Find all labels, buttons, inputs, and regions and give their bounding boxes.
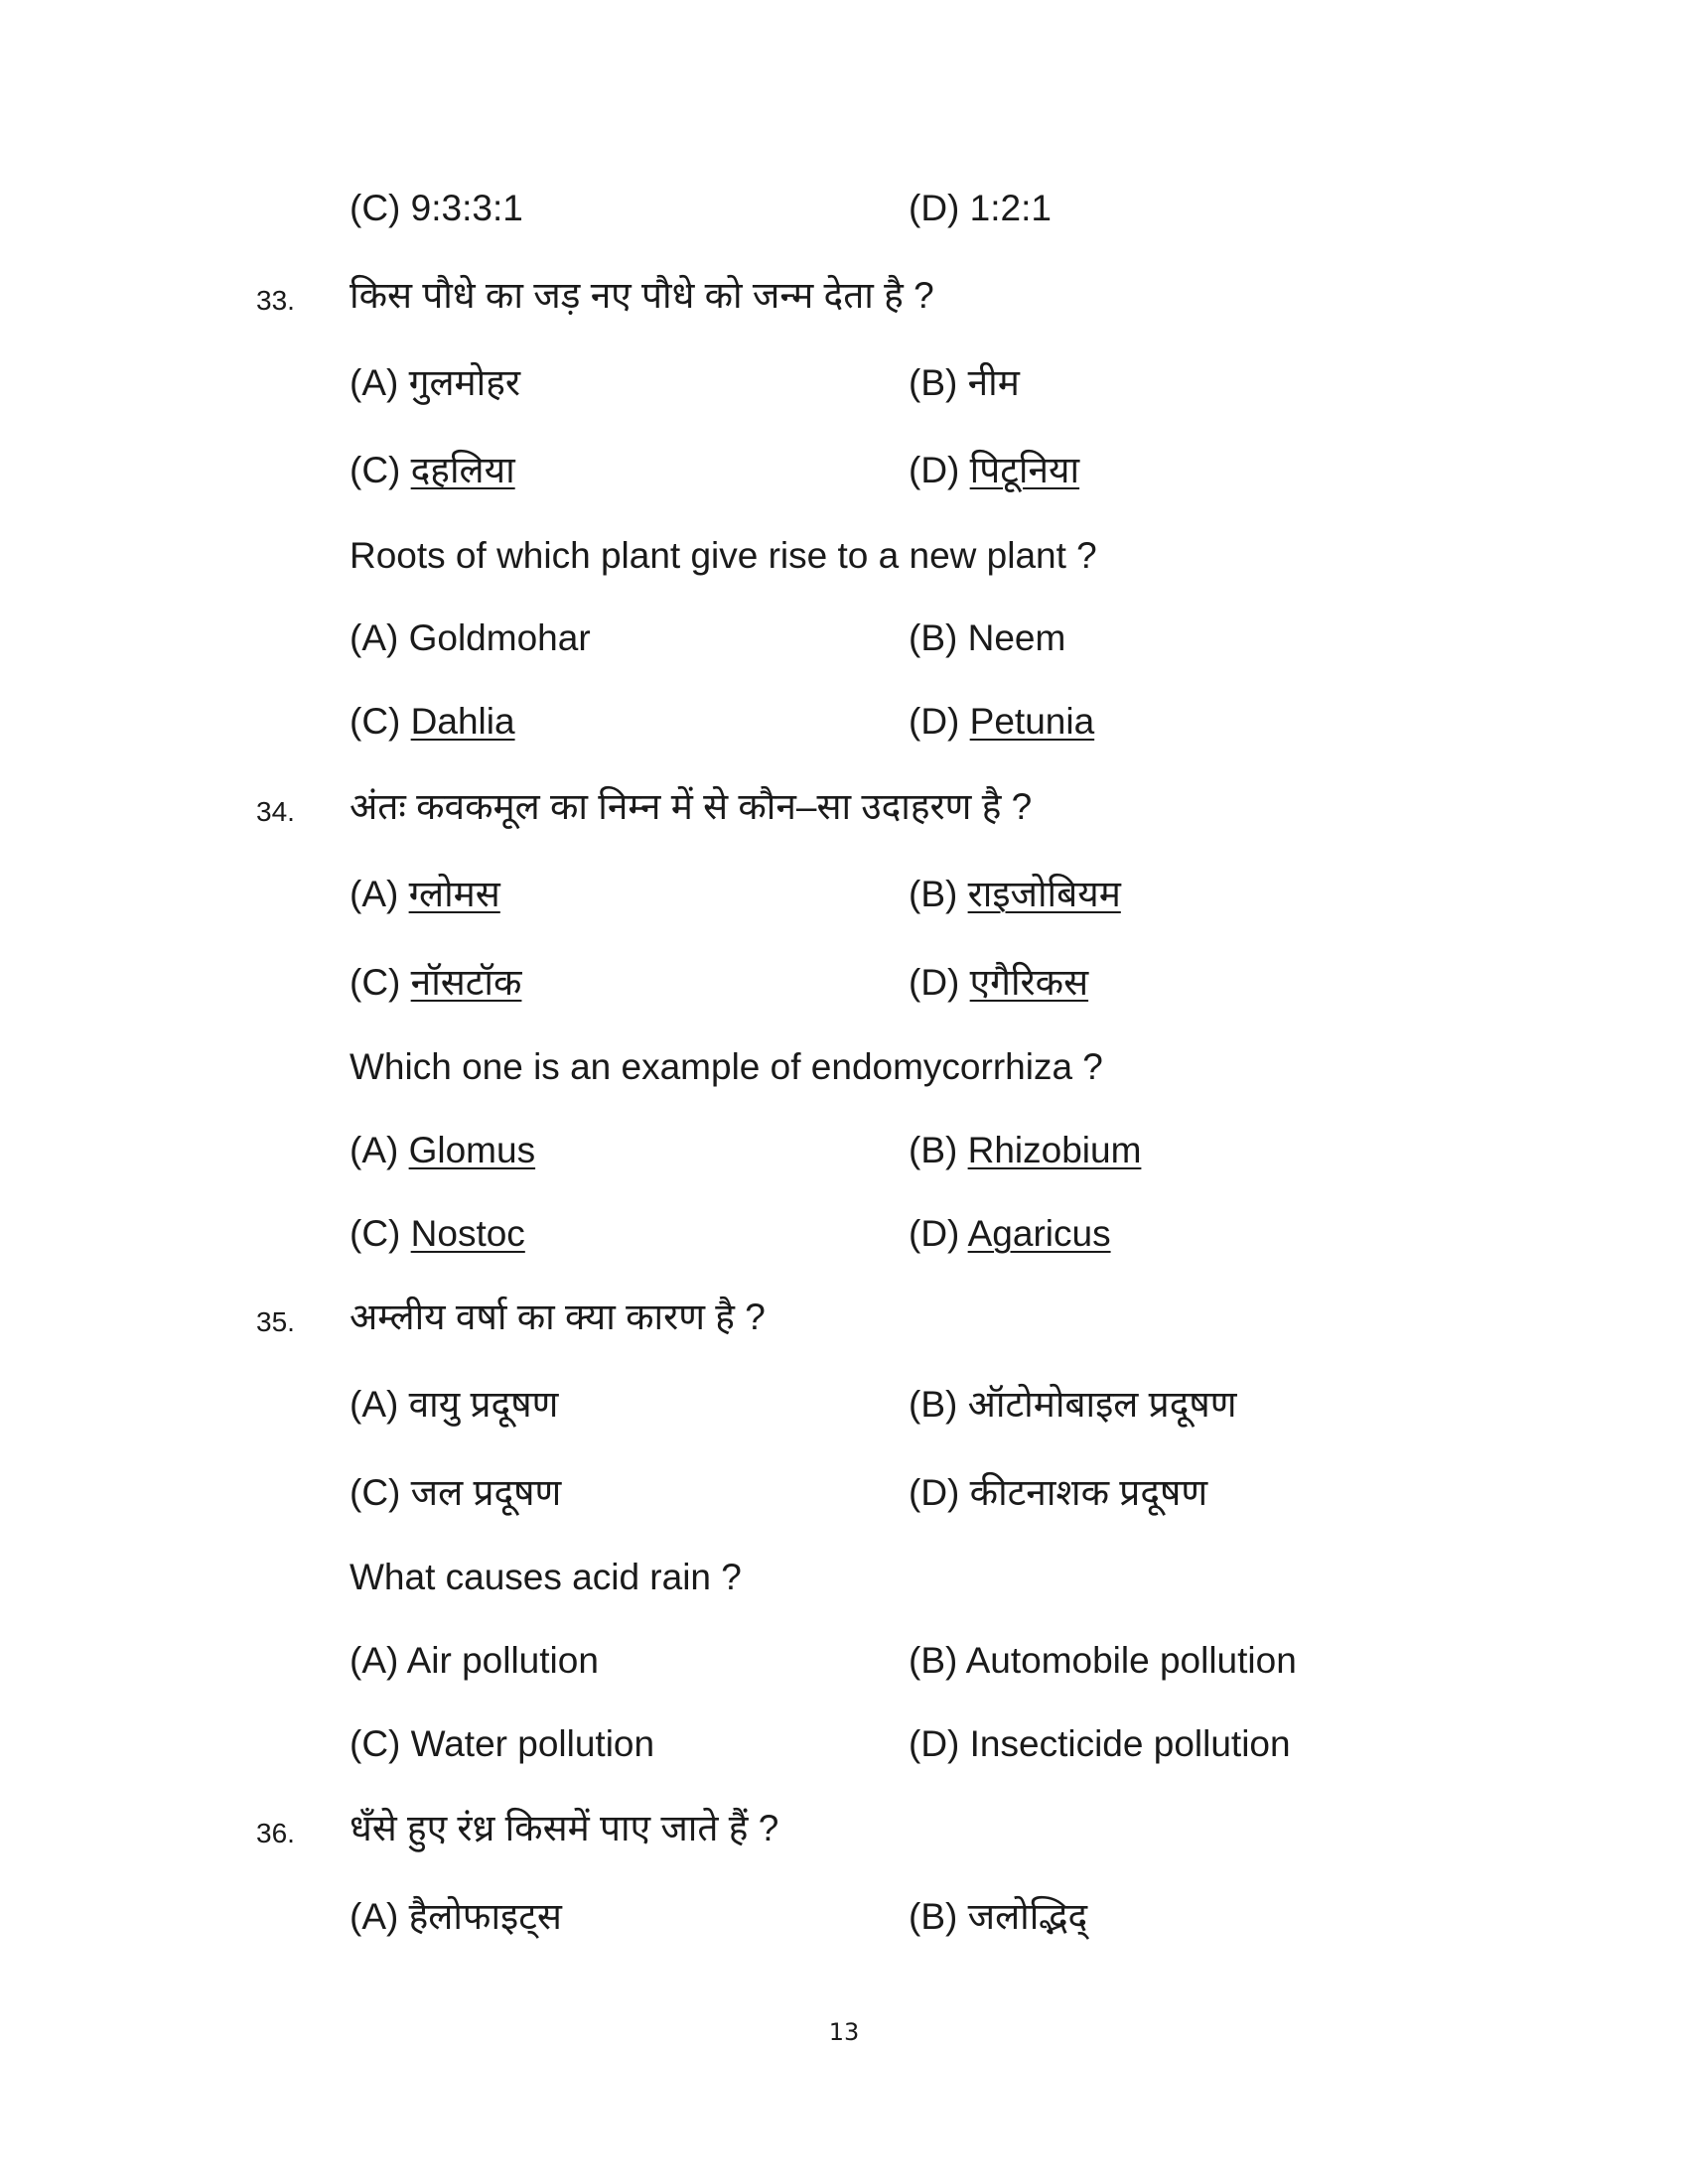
question-text-hindi: अम्लीय वर्षा का क्या कारण है ? [350, 1297, 766, 1337]
question-number: 35. [256, 1306, 295, 1337]
options-row [0, 692, 1688, 751]
option-b [909, 361, 1020, 405]
option-letter: (D) [909, 1213, 960, 1254]
options-row [0, 353, 1688, 413]
option-letter: (A) [350, 1130, 399, 1170]
option-text: जलोद्भिद् [967, 1896, 1088, 1937]
option-a [350, 873, 500, 916]
options-row [0, 1375, 1688, 1434]
options-row [0, 1204, 1688, 1264]
option-b [909, 616, 1065, 660]
option-d [909, 187, 1052, 230]
option-letter: (B) [909, 362, 958, 403]
option-a [350, 616, 591, 660]
options-row [0, 179, 1688, 238]
options-row [0, 609, 1688, 668]
option-text: नॉसटॉक [410, 962, 522, 1003]
option-a [350, 1383, 558, 1427]
option-letter: (D) [909, 188, 960, 228]
option-text: Nostoc [410, 1213, 525, 1254]
option-text: Water pollution [410, 1723, 655, 1764]
question-text-english: What causes acid rain ? [350, 1557, 742, 1597]
option-b [909, 1895, 1087, 1939]
question-text-hindi: अंतः कवकमूल का निम्न में से कौन–सा उदाहरण है ? [350, 786, 1033, 827]
option-c [350, 700, 515, 744]
option-letter: (C) [350, 450, 401, 490]
option-letter: (C) [350, 962, 401, 1003]
option-b [909, 1639, 1297, 1683]
options-row [0, 1463, 1688, 1523]
option-text: गुलमोहर [408, 362, 521, 403]
option-c [350, 961, 521, 1005]
option-d [909, 1471, 1207, 1515]
option-c [350, 187, 523, 230]
question-number: 36. [256, 1818, 295, 1848]
option-c [350, 1212, 525, 1256]
question-row-34 [0, 777, 1688, 837]
option-letter: (A) [350, 617, 399, 658]
option-letter: (D) [909, 450, 960, 490]
question-row-33 [0, 266, 1688, 326]
option-text: ऑटोमोबाइल प्रदूषण [967, 1384, 1237, 1425]
question-text-english: Which one is an example of endomycorrhiza ? [350, 1046, 1103, 1087]
option-text: नीम [967, 362, 1020, 403]
option-text: Dahlia [410, 701, 515, 742]
option-text: 9:3:3:1 [410, 188, 523, 228]
option-letter: (C) [350, 188, 401, 228]
options-row [0, 953, 1688, 1013]
question-row-36 [0, 1799, 1688, 1858]
option-text: कीटनाशक प्रदूषण [969, 1472, 1208, 1513]
option-text: Neem [967, 617, 1066, 658]
option-a [350, 1639, 599, 1683]
option-letter: (A) [350, 1896, 399, 1937]
options-row [0, 1121, 1688, 1180]
option-text: 1:2:1 [969, 188, 1052, 228]
option-text: Rhizobium [967, 1130, 1142, 1170]
option-letter: (D) [909, 701, 960, 742]
option-letter: (B) [909, 1640, 958, 1681]
option-text: हैलोफाइट्स [408, 1896, 562, 1937]
option-text: जल प्रदूषण [410, 1472, 562, 1513]
option-letter: (D) [909, 962, 960, 1003]
option-d [909, 1212, 1111, 1256]
option-text: Glomus [408, 1130, 536, 1170]
option-text: Insecticide pollution [969, 1723, 1291, 1764]
option-d [909, 1722, 1291, 1766]
question-row-35-english [0, 1548, 1688, 1607]
option-text: Petunia [969, 701, 1095, 742]
option-letter: (A) [350, 1640, 399, 1681]
option-d [909, 449, 1079, 492]
option-letter: (D) [909, 1472, 960, 1513]
option-a [350, 1129, 535, 1172]
question-text-english: Roots of which plant give rise to a new plant ? [350, 535, 1097, 576]
option-a [350, 361, 520, 405]
option-text: Goldmohar [408, 617, 591, 658]
option-c [350, 449, 515, 492]
option-text: दहलिया [410, 450, 515, 490]
option-letter: (C) [350, 1472, 401, 1513]
options-row [0, 441, 1688, 500]
options-row [0, 1887, 1688, 1947]
question-text-hindi: किस पौधे का जड़ नए पौधे को जन्म देता है ? [350, 275, 934, 316]
option-text: Air pollution [406, 1640, 599, 1681]
option-letter: (A) [350, 1384, 399, 1425]
option-letter: (B) [909, 1896, 958, 1937]
options-row [0, 865, 1688, 924]
option-b [909, 1383, 1236, 1427]
question-text-hindi: धँसे हुए रंध्र किसमें पाए जाते हैं ? [350, 1808, 779, 1848]
option-letter: (A) [350, 874, 399, 914]
option-text: ग्लोमस [408, 874, 500, 914]
question-number: 34. [256, 796, 295, 827]
option-text: एगैरिकस [969, 962, 1089, 1003]
option-letter: (B) [909, 1384, 958, 1425]
page-number: 13 [828, 2018, 860, 2046]
options-row [0, 1714, 1688, 1774]
option-text: Agaricus [967, 1213, 1111, 1254]
question-row-35 [0, 1288, 1688, 1347]
option-d [909, 700, 1094, 744]
option-letter: (C) [350, 1723, 401, 1764]
option-letter: (D) [909, 1723, 960, 1764]
option-letter: (C) [350, 1213, 401, 1254]
option-a [350, 1895, 562, 1939]
option-text: Automobile pollution [965, 1640, 1297, 1681]
option-letter: (B) [909, 874, 958, 914]
option-text: राइजोबियम [967, 874, 1121, 914]
option-letter: (B) [909, 617, 958, 658]
option-d [909, 961, 1088, 1005]
option-b [909, 873, 1121, 916]
question-number: 33. [256, 285, 295, 316]
option-c [350, 1471, 561, 1515]
option-letter: (C) [350, 701, 401, 742]
option-b [909, 1129, 1141, 1172]
option-letter: (A) [350, 362, 399, 403]
options-row [0, 1631, 1688, 1691]
option-text: वायु प्रदूषण [408, 1384, 559, 1425]
option-letter: (B) [909, 1130, 958, 1170]
question-row-34-english [0, 1037, 1688, 1097]
option-text: पिटूनिया [969, 450, 1080, 490]
question-row-33-english [0, 526, 1688, 586]
option-c [350, 1722, 654, 1766]
